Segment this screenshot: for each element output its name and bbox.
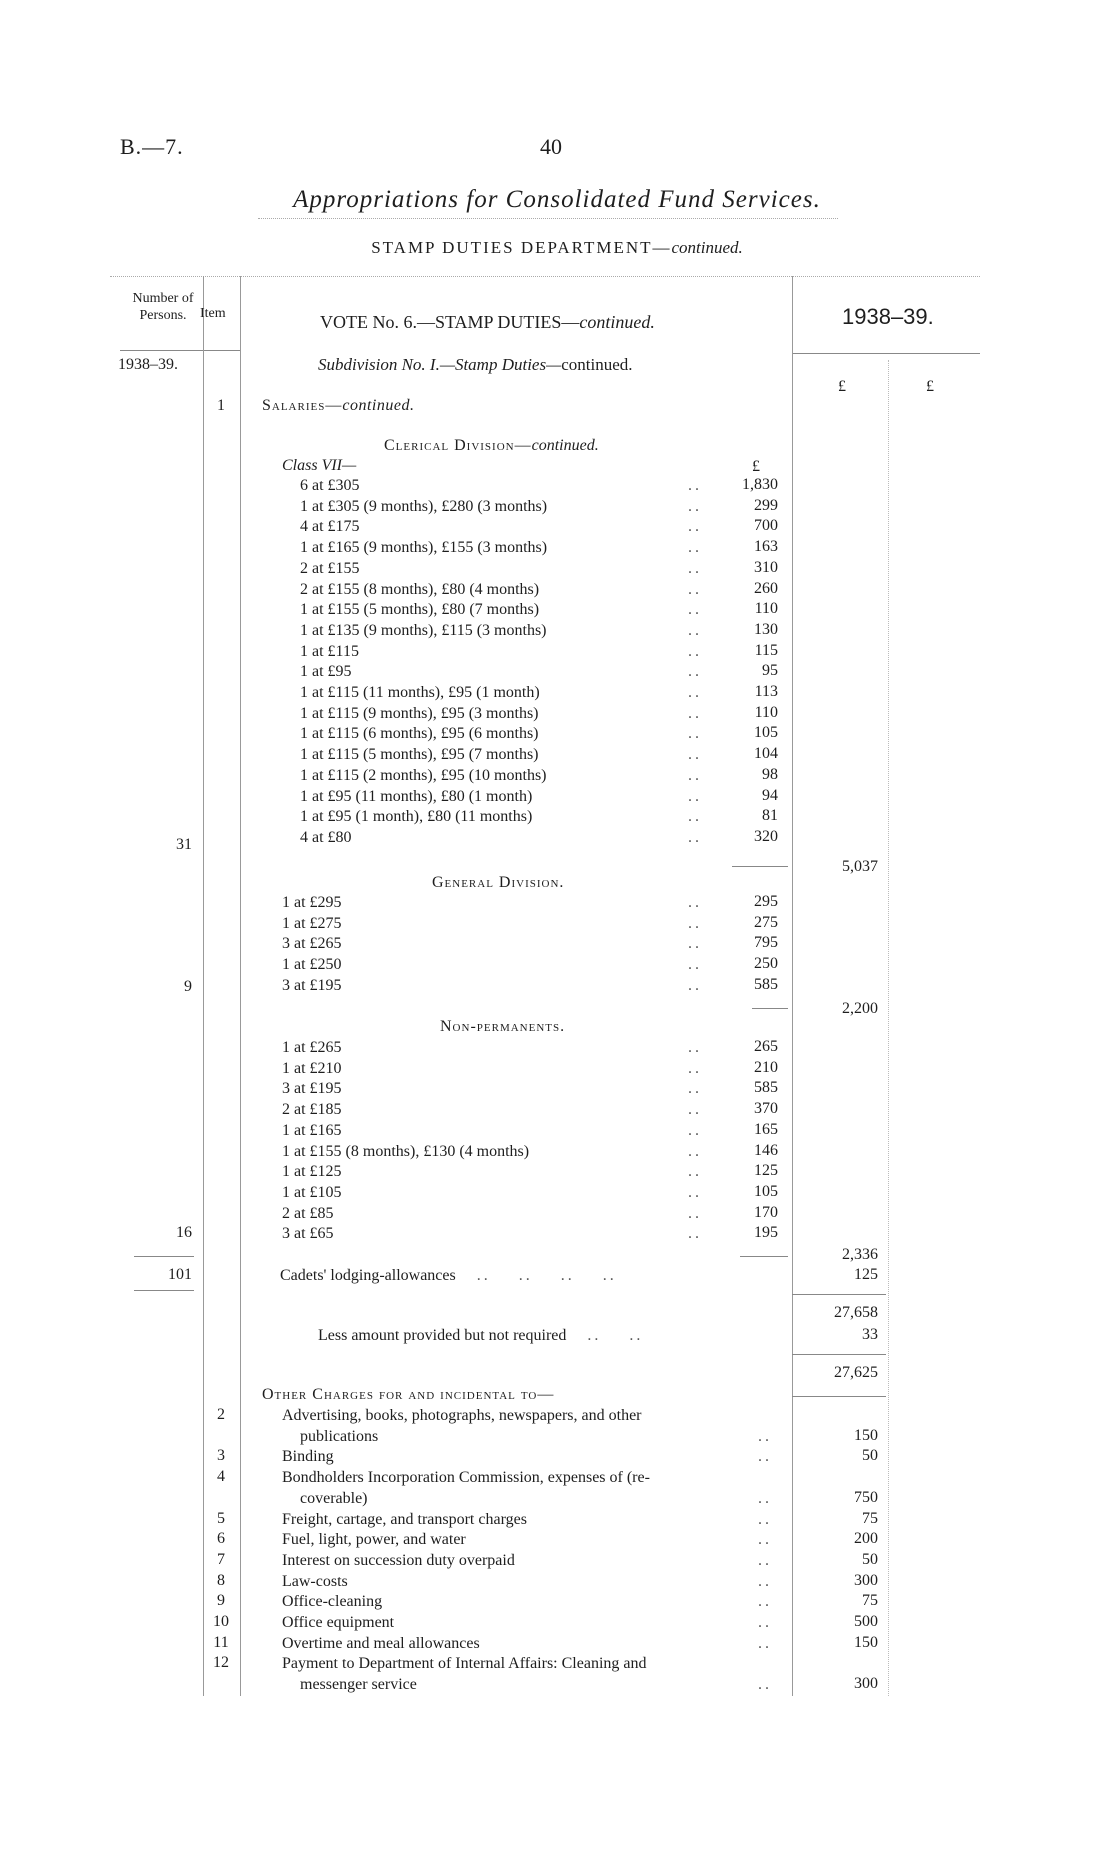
general-total: 2,200 bbox=[842, 1000, 878, 1017]
item-number: 1 bbox=[217, 397, 225, 414]
list-item-text: 2 at £155 bbox=[300, 559, 360, 577]
list-item-amount: 265 bbox=[754, 1038, 778, 1055]
leader-dots: .. bbox=[688, 746, 702, 764]
charge-description: Interest on succession duty overpaid bbox=[282, 1551, 515, 1569]
charge-amount: 50 bbox=[862, 1550, 878, 1568]
charge-description: Office equipment bbox=[282, 1614, 395, 1631]
list-item-text: 1 at £95 (1 month), £80 (11 months) bbox=[300, 808, 533, 826]
leader-dots: .. bbox=[688, 580, 702, 598]
list-item-amount: 94 bbox=[762, 786, 778, 804]
cadets-allowance: Cadets' lodging-allowances .. .. .. .. bbox=[280, 1267, 617, 1284]
leader-dots: .. bbox=[688, 956, 702, 974]
general-division-heading: General Division. bbox=[432, 874, 565, 891]
list-item-text: 1 at £165 bbox=[282, 1121, 342, 1139]
salaries-net-total: 27,625 bbox=[834, 1364, 878, 1381]
list-item-amount: 95 bbox=[762, 662, 778, 680]
item-number: 9 bbox=[217, 1592, 225, 1610]
charge-amount: 75 bbox=[862, 1509, 878, 1527]
list-item-amount: 113 bbox=[754, 683, 778, 700]
list-item-amount: 170 bbox=[754, 1203, 778, 1221]
clerical-division-heading: Clerical Division—continued. bbox=[384, 437, 599, 454]
item-header: Item bbox=[200, 306, 226, 321]
charge-amount: 50 bbox=[862, 1447, 878, 1465]
list-item-text: 1 at £125 bbox=[282, 1163, 342, 1181]
page-number: 40 bbox=[540, 134, 562, 159]
list-item-amount: 110 bbox=[754, 703, 778, 721]
cadets-amount: 125 bbox=[854, 1266, 878, 1283]
leader-dots: .. bbox=[758, 1489, 772, 1507]
list-item-amount: 110 bbox=[754, 600, 778, 618]
leader-dots: .. bbox=[688, 1039, 702, 1056]
non-permanents-persons: 16 bbox=[176, 1224, 192, 1241]
leader-dots: .. bbox=[688, 1163, 702, 1181]
list-item-text: 1 at £265 bbox=[282, 1039, 342, 1056]
leader-dots: .. bbox=[688, 894, 702, 911]
list-item-amount: 104 bbox=[754, 745, 778, 763]
charge-amount: 500 bbox=[854, 1613, 878, 1630]
list-item-text: 1 at £155 (5 months), £80 (7 months) bbox=[300, 601, 540, 619]
charge-description: Fuel, light, power, and water bbox=[282, 1531, 466, 1549]
leader-dots: .. bbox=[688, 518, 702, 536]
item-number: 7 bbox=[217, 1550, 225, 1568]
other-charges-heading: Other Charges for and incidental to— bbox=[262, 1386, 555, 1403]
list-item-text: 4 at £80 bbox=[300, 828, 352, 846]
list-item-amount: 585 bbox=[754, 1079, 778, 1097]
leader-dots: .. bbox=[688, 914, 702, 932]
list-item-amount: 210 bbox=[754, 1058, 778, 1076]
charge-description: Law-costs bbox=[282, 1572, 348, 1590]
list-item-amount: 81 bbox=[762, 807, 778, 825]
pound-column-symbol: £ bbox=[926, 378, 934, 395]
list-item-amount: 98 bbox=[762, 765, 778, 783]
list-item-amount: 130 bbox=[754, 620, 778, 638]
leader-dots: .. bbox=[688, 559, 702, 577]
leader-dots: .. bbox=[688, 621, 702, 639]
list-item-text: 1 at £115 (6 months), £95 (6 months) bbox=[300, 725, 539, 743]
clerical-persons: 31 bbox=[176, 836, 192, 853]
list-item-text: 1 at £115 (5 months), £95 (7 months) bbox=[300, 746, 539, 764]
list-item-amount: 700 bbox=[754, 517, 778, 535]
list-item-amount: 370 bbox=[754, 1100, 778, 1118]
list-item-text: 1 at £95 (11 months), £80 (1 month) bbox=[300, 787, 533, 805]
leader-dots: .. bbox=[758, 1427, 772, 1445]
charge-amount: 75 bbox=[862, 1592, 878, 1610]
leader-dots: .. bbox=[758, 1448, 772, 1466]
charge-description-continued: coverable) bbox=[300, 1489, 368, 1507]
leader-dots: .. bbox=[688, 1101, 702, 1119]
year-header: 1938–39. bbox=[842, 304, 934, 329]
list-item-text: 1 at £135 (9 months), £115 (3 months) bbox=[300, 621, 547, 639]
leader-dots: .. bbox=[688, 539, 702, 557]
clerical-total: 5,037 bbox=[842, 858, 878, 875]
leader-dots: .. bbox=[688, 766, 702, 784]
list-item-text: 3 at £195 bbox=[282, 976, 342, 994]
leader-dots: .. bbox=[758, 1510, 772, 1528]
leader-dots: .. bbox=[688, 1142, 702, 1160]
leader-dots: .. bbox=[688, 1225, 702, 1243]
list-item-amount: 295 bbox=[754, 893, 778, 910]
list-item-text: 1 at £95 bbox=[300, 663, 352, 681]
list-item-text: 3 at £195 bbox=[282, 1080, 342, 1098]
leader-dots: .. bbox=[688, 601, 702, 619]
leader-dots: .. bbox=[758, 1676, 772, 1694]
charge-description: Freight, cartage, and transport charges bbox=[282, 1510, 527, 1528]
list-item-amount: 195 bbox=[754, 1224, 778, 1242]
list-item-text: 4 at £175 bbox=[300, 518, 360, 536]
list-item-text: 1 at £155 (8 months), £130 (4 months) bbox=[282, 1142, 530, 1160]
list-item-amount: 105 bbox=[754, 1182, 778, 1200]
list-item-text: 1 at £115 bbox=[300, 642, 359, 660]
list-item-text: 1 at £115 (9 months), £95 (3 months) bbox=[300, 704, 539, 722]
list-item-text: 1 at £305 (9 months), £280 (3 months) bbox=[300, 497, 548, 515]
item-number: 10 bbox=[213, 1613, 229, 1630]
list-item-amount: 795 bbox=[754, 934, 778, 952]
charge-description: Overtime and meal allowances bbox=[282, 1634, 480, 1652]
charge-amount: 300 bbox=[854, 1675, 878, 1693]
item-number: 8 bbox=[217, 1571, 225, 1589]
persons-year-label: 1938–39. bbox=[118, 356, 178, 373]
leader-dots: .. bbox=[758, 1634, 772, 1652]
page-title: Appropriations for Consolidated Fund Services. bbox=[293, 186, 821, 213]
item-number: 11 bbox=[213, 1633, 229, 1651]
list-item-text: 1 at £295 bbox=[282, 894, 342, 911]
leader-dots: .. bbox=[688, 1059, 702, 1077]
leader-dots: .. bbox=[688, 1080, 702, 1098]
subdivision-title: Subdivision No. I.—Stamp Duties—continued. bbox=[318, 355, 633, 374]
total-persons: 101 bbox=[168, 1266, 192, 1283]
list-item-text: 1 at £115 (11 months), £95 (1 month) bbox=[300, 684, 540, 701]
leader-dots: .. bbox=[688, 684, 702, 701]
charge-amount: 150 bbox=[854, 1633, 878, 1651]
leader-dots: .. bbox=[758, 1614, 772, 1631]
leader-dots: .. bbox=[758, 1572, 772, 1590]
charge-description: Bondholders Incorporation Commission, expenses of (re- bbox=[282, 1469, 650, 1487]
leader-dots: .. bbox=[688, 725, 702, 743]
leader-dots: .. bbox=[758, 1531, 772, 1549]
list-item-amount: 585 bbox=[754, 975, 778, 993]
leader-dots: .. bbox=[688, 704, 702, 722]
list-item-amount: 260 bbox=[754, 579, 778, 597]
leader-dots: .. bbox=[688, 935, 702, 953]
list-item-amount: 105 bbox=[754, 724, 778, 742]
pound-symbol: £ bbox=[752, 458, 760, 475]
list-item-amount: 165 bbox=[754, 1120, 778, 1138]
list-item-amount: 320 bbox=[754, 827, 778, 845]
item-number: 3 bbox=[217, 1447, 225, 1465]
leader-dots: .. bbox=[688, 663, 702, 681]
list-item-amount: 310 bbox=[754, 558, 778, 576]
list-item-text: 1 at £165 (9 months), £155 (3 months) bbox=[300, 539, 548, 557]
pound-column-symbol: £ bbox=[838, 378, 846, 395]
item-number: 12 bbox=[213, 1654, 229, 1672]
leader-dots: .. bbox=[688, 808, 702, 826]
list-item-text: 1 at £105 bbox=[282, 1183, 342, 1201]
leader-dots: .. bbox=[688, 976, 702, 994]
charge-amount: 150 bbox=[854, 1426, 878, 1444]
list-item-text: 2 at £85 bbox=[282, 1204, 334, 1222]
list-item-text: 2 at £185 bbox=[282, 1101, 342, 1119]
list-item-amount: 250 bbox=[754, 955, 778, 973]
salaries-heading: Salaries—continued. bbox=[262, 397, 415, 414]
list-item-text: 2 at £155 (8 months), £80 (4 months) bbox=[300, 580, 540, 598]
list-item-amount: 146 bbox=[754, 1141, 778, 1159]
list-item-text: 1 at £275 bbox=[282, 914, 342, 932]
page-reference: B.—7. bbox=[120, 134, 184, 159]
list-item-amount: 115 bbox=[754, 641, 778, 659]
item-number: 4 bbox=[217, 1468, 225, 1486]
list-item-text: 1 at £250 bbox=[282, 956, 342, 974]
leader-dots: .. bbox=[758, 1551, 772, 1569]
list-item-amount: 299 bbox=[754, 496, 778, 514]
leader-dots: .. bbox=[688, 787, 702, 805]
list-item-amount: 125 bbox=[754, 1162, 778, 1180]
item-number: 2 bbox=[217, 1406, 225, 1423]
non-permanents-total: 2,336 bbox=[842, 1246, 878, 1263]
charge-description: Payment to Department of Internal Affairs: Cleaning and bbox=[282, 1655, 647, 1673]
charge-description: Binding bbox=[282, 1448, 334, 1466]
general-persons: 9 bbox=[184, 978, 192, 995]
leader-dots: .. bbox=[688, 642, 702, 660]
leader-dots: .. bbox=[758, 1593, 772, 1611]
list-item-text: 6 at £305 bbox=[300, 477, 360, 494]
list-item-text: 3 at £65 bbox=[282, 1225, 334, 1243]
item-number: 6 bbox=[217, 1530, 225, 1548]
charge-description-continued: publications bbox=[300, 1427, 379, 1445]
leader-dots: .. bbox=[688, 1121, 702, 1139]
less-amount: 33 bbox=[862, 1326, 878, 1343]
leader-dots: .. bbox=[688, 497, 702, 515]
item-number: 5 bbox=[217, 1509, 225, 1527]
department-title: STAMP DUTIES DEPARTMENT—continued. bbox=[371, 238, 743, 257]
charge-amount: 300 bbox=[854, 1571, 878, 1589]
charge-description-continued: messenger service bbox=[300, 1676, 417, 1694]
vote-title: VOTE No. 6.—STAMP DUTIES—continued. bbox=[320, 312, 655, 332]
salaries-subtotal: 27,658 bbox=[834, 1304, 878, 1321]
charge-description: Advertising, books, photographs, newspapers, and other bbox=[282, 1407, 642, 1424]
list-item-text: 1 at £115 (2 months), £95 (10 months) bbox=[300, 766, 547, 784]
non-permanents-heading: Non-permanents. bbox=[440, 1018, 566, 1035]
list-item-text: 1 at £210 bbox=[282, 1059, 342, 1077]
charge-amount: 750 bbox=[854, 1488, 878, 1506]
list-item-amount: 275 bbox=[754, 913, 778, 931]
leader-dots: .. bbox=[688, 828, 702, 846]
leader-dots: .. bbox=[688, 1204, 702, 1222]
leader-dots: .. bbox=[688, 1183, 702, 1201]
less-amount-label: Less amount provided but not required .. .. bbox=[318, 1327, 644, 1344]
class-label: Class VII— bbox=[282, 457, 357, 474]
list-item-text: 3 at £265 bbox=[282, 935, 342, 953]
charge-amount: 200 bbox=[854, 1530, 878, 1548]
list-item-amount: 163 bbox=[754, 538, 778, 556]
list-item-amount: 1,830 bbox=[742, 476, 778, 493]
leader-dots: .. bbox=[688, 477, 702, 494]
charge-description: Office-cleaning bbox=[282, 1593, 383, 1611]
number-of-persons-header: Number of Persons. bbox=[132, 291, 194, 323]
